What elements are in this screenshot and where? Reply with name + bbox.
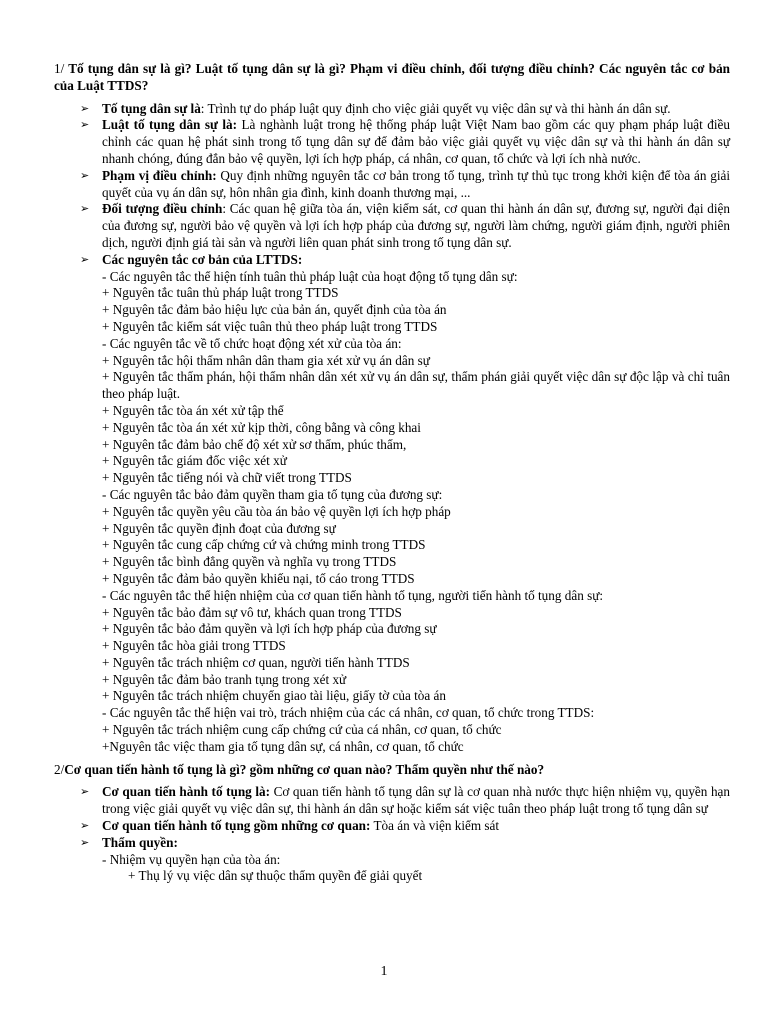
term-label: Tố tụng dân sự là (102, 100, 201, 116)
list-item (54, 818, 730, 835)
text-line: + Nguyên tắc trách nhiệm chuyển giao tài liệu, giấy tờ của tòa án (102, 688, 446, 704)
text-line: + Nguyên tắc cung cấp chứng cứ và chứng minh trong TTDS (102, 537, 426, 553)
arrow-bullet-icon: ➢ (80, 785, 90, 799)
page-number: 1 (380, 964, 388, 979)
section-2-list (54, 784, 730, 885)
term-definition: : Các quan hệ giữa tòa án, viện kiểm sát, cơ quan thi hành án dân sự, đương sự, người đại diện của đương sự, người bảo vệ quyền và lợi ích hợp pháp của đương sự, người làm chứng, người giám định, người phiên dịch, người định giá tài sản và người liên quan phát sinh trong tố tụng dân sự. (102, 201, 730, 250)
text-line: + Nguyên tắc tòa án xét xử kịp thời, công bằng và công khai (102, 419, 421, 435)
list-item (54, 168, 730, 202)
text-line: +Nguyên tắc việc tham gia tố tụng dân sự, cá nhân, cơ quan, tổ chức (102, 738, 464, 754)
section-2-heading: Cơ quan tiến hành tố tụng là gì? gồm những cơ quan nào? Thẩm quyền như thế nào? (64, 761, 545, 777)
arrow-bullet-icon: ➢ (80, 819, 90, 833)
section-1-title (54, 61, 730, 95)
text-line: + Nguyên tắc đảm bảo hiệu lực của bản án, quyết định của tòa án (102, 302, 447, 318)
section-1-list (54, 101, 730, 756)
arrow-bullet-icon: ➢ (80, 168, 90, 182)
arrow-bullet-icon: ➢ (80, 202, 90, 216)
text-line: + Nguyên tắc hội thẩm nhân dân tham gia xét xử vụ án dân sự (102, 352, 430, 368)
text-line: - Các nguyên tắc bảo đảm quyền tham gia tố tụng của đương sự: (102, 486, 443, 502)
text-line: + Nguyên tắc hòa giải trong TTDS (102, 638, 286, 654)
authority-lines (102, 852, 730, 869)
list-item (54, 117, 730, 167)
list-item (54, 101, 730, 118)
arrow-bullet-icon: ➢ (80, 118, 90, 132)
list-item (54, 201, 730, 251)
text-line: + Nguyên tắc bình đẳng quyền và nghĩa vụ trong TTDS (102, 554, 397, 570)
document-content (54, 61, 730, 885)
authority-sub-lines (102, 868, 730, 885)
arrow-bullet-icon: ➢ (80, 101, 90, 115)
text-line: + Nguyên tắc tiếng nói và chữ viết trong TTDS (102, 470, 352, 486)
section-2-title (54, 762, 730, 779)
authority-heading: Thẩm quyền: (102, 834, 178, 850)
text-line: - Các nguyên tắc thể hiện vai trò, trách nhiệm của các cá nhân, cơ quan, tổ chức trong TTDS: (102, 705, 595, 721)
text-line: + Nguyên tắc đảm bảo quyền khiếu nại, tố cáo trong TTDS (102, 570, 415, 586)
term-definition: Cơ quan tiến hành tố tụng dân sự là cơ quan nhà nước thực hiện nhiệm vụ, quyền hạn trong việc giải quyết vụ việc dân sự, thi hành án dân sự hoặc kiểm sát việc tuân theo pháp luật trong tố tụng dân sự (102, 784, 730, 817)
term-label: Đối tượng điều chỉnh (102, 201, 223, 217)
text-line: + Nguyên tắc quyền yêu cầu tòa án bảo vệ quyền lợi ích hợp pháp (102, 503, 451, 519)
principles-heading: Các nguyên tắc cơ bản của LTTDS: (102, 251, 303, 267)
term-definition: : Trình tự do pháp luật quy định cho việc giải quyết vụ việc dân sự và thi hành án dân sự. (200, 100, 671, 116)
text-line: + Nguyên tắc trách nhiệm cơ quan, người tiến hành TTDS (102, 654, 410, 670)
text-line: - Nhiệm vụ quyền hạn của tòa án: (102, 851, 281, 867)
text-line: + Nguyên tắc tuân thủ pháp luật trong TTDS (102, 285, 339, 301)
term-definition: Tòa án và viện kiểm sát (370, 818, 500, 834)
section-1-heading: Tố tụng dân sự là gì? Luật tố tụng dân sự là gì? Phạm vi điều chỉnh, đối tượng điều chỉnh? Các nguyên tắc cơ bản của Luật TTDS? (54, 61, 730, 93)
section-1-number: 1/ (54, 61, 65, 76)
term-label: Phạm vị điều chỉnh: (102, 167, 217, 183)
text-line: + Nguyên tắc quyền định đoạt của đương sự (102, 520, 336, 536)
arrow-bullet-icon: ➢ (80, 835, 90, 849)
term-label: Luật tố tụng dân sự là: (102, 117, 237, 133)
text-line: - Các nguyên tắc thể hiện tính tuân thủ pháp luật của hoạt động tố tụng dân sự: (102, 268, 518, 284)
text-line: + Nguyên tắc trách nhiệm cung cấp chứng cứ của cá nhân, cơ quan, tổ chức (102, 722, 502, 738)
term-definition: Là nghành luật trong hệ thống pháp luật Việt Nam bao gồm các quy phạm pháp luật điều chỉnh các quan hệ phát sinh trong tố tụng dân sự để đảm bảo việc giải quyết vụ việc dân sự và thi hành án dân sự nhanh chóng, đúng đắn bảo vệ quyền, lợi ích hợp pháp, cá nhân, cơ quan, tổ chức và lợi ích nhà nước. (102, 117, 730, 166)
text-line: + Nguyên tắc bảo đảm sự vô tư, khách quan trong TTDS (102, 604, 402, 620)
term-label: Cơ quan tiến hành tố tụng là: (102, 784, 270, 800)
term-definition: Quy định những nguyên tắc cơ bản trong tố tụng, trình tự thủ tục trong khởi kiện để tòa án giải quyết của vụ án dân sự, hôn nhân gia đình, kinh doanh thương mại, ... (102, 167, 730, 200)
list-item (54, 784, 730, 818)
text-line: - Các nguyên tắc về tổ chức hoạt động xét xử của tòa án: (102, 335, 402, 351)
list-item-authority (54, 835, 730, 885)
section-2-number: 2/ (54, 761, 65, 777)
term-label: Cơ quan tiến hành tố tụng gồm những cơ quan: (102, 818, 371, 834)
text-line: + Nguyên tắc đảm bảo chế độ xét xử sơ thẩm, phúc thẩm, (102, 436, 407, 452)
text-line: - Các nguyên tắc thể hiện nhiệm của cơ quan tiến hành tố tụng, người tiến hành tố tụng dân sự: (102, 587, 604, 603)
arrow-bullet-icon: ➢ (80, 252, 90, 266)
list-item-principles (54, 252, 730, 756)
principles-lines (102, 269, 730, 756)
text-line: + Nguyên tắc tòa án xét xử tập thể (102, 402, 284, 418)
text-line: + Thụ lý vụ việc dân sự thuộc thẩm quyền để giải quyết (128, 868, 423, 884)
text-line: + Nguyên tắc giám đốc việc xét xử (102, 453, 287, 469)
text-line: + Nguyên tắc bảo đảm quyền và lợi ích hợp pháp của đương sự (102, 621, 437, 637)
text-line: + Nguyên tắc thẩm phán, hội thẩm nhân dân xét xử vụ án dân sự, thẩm phán giải quyết việc dân sự độc lập và chỉ tuân theo pháp luật. (102, 369, 730, 402)
text-line: + Nguyên tắc đảm bảo tranh tụng trong xét xử (102, 671, 347, 687)
text-line: + Nguyên tắc kiểm sát việc tuân thủ theo pháp luật trong TTDS (102, 318, 438, 334)
